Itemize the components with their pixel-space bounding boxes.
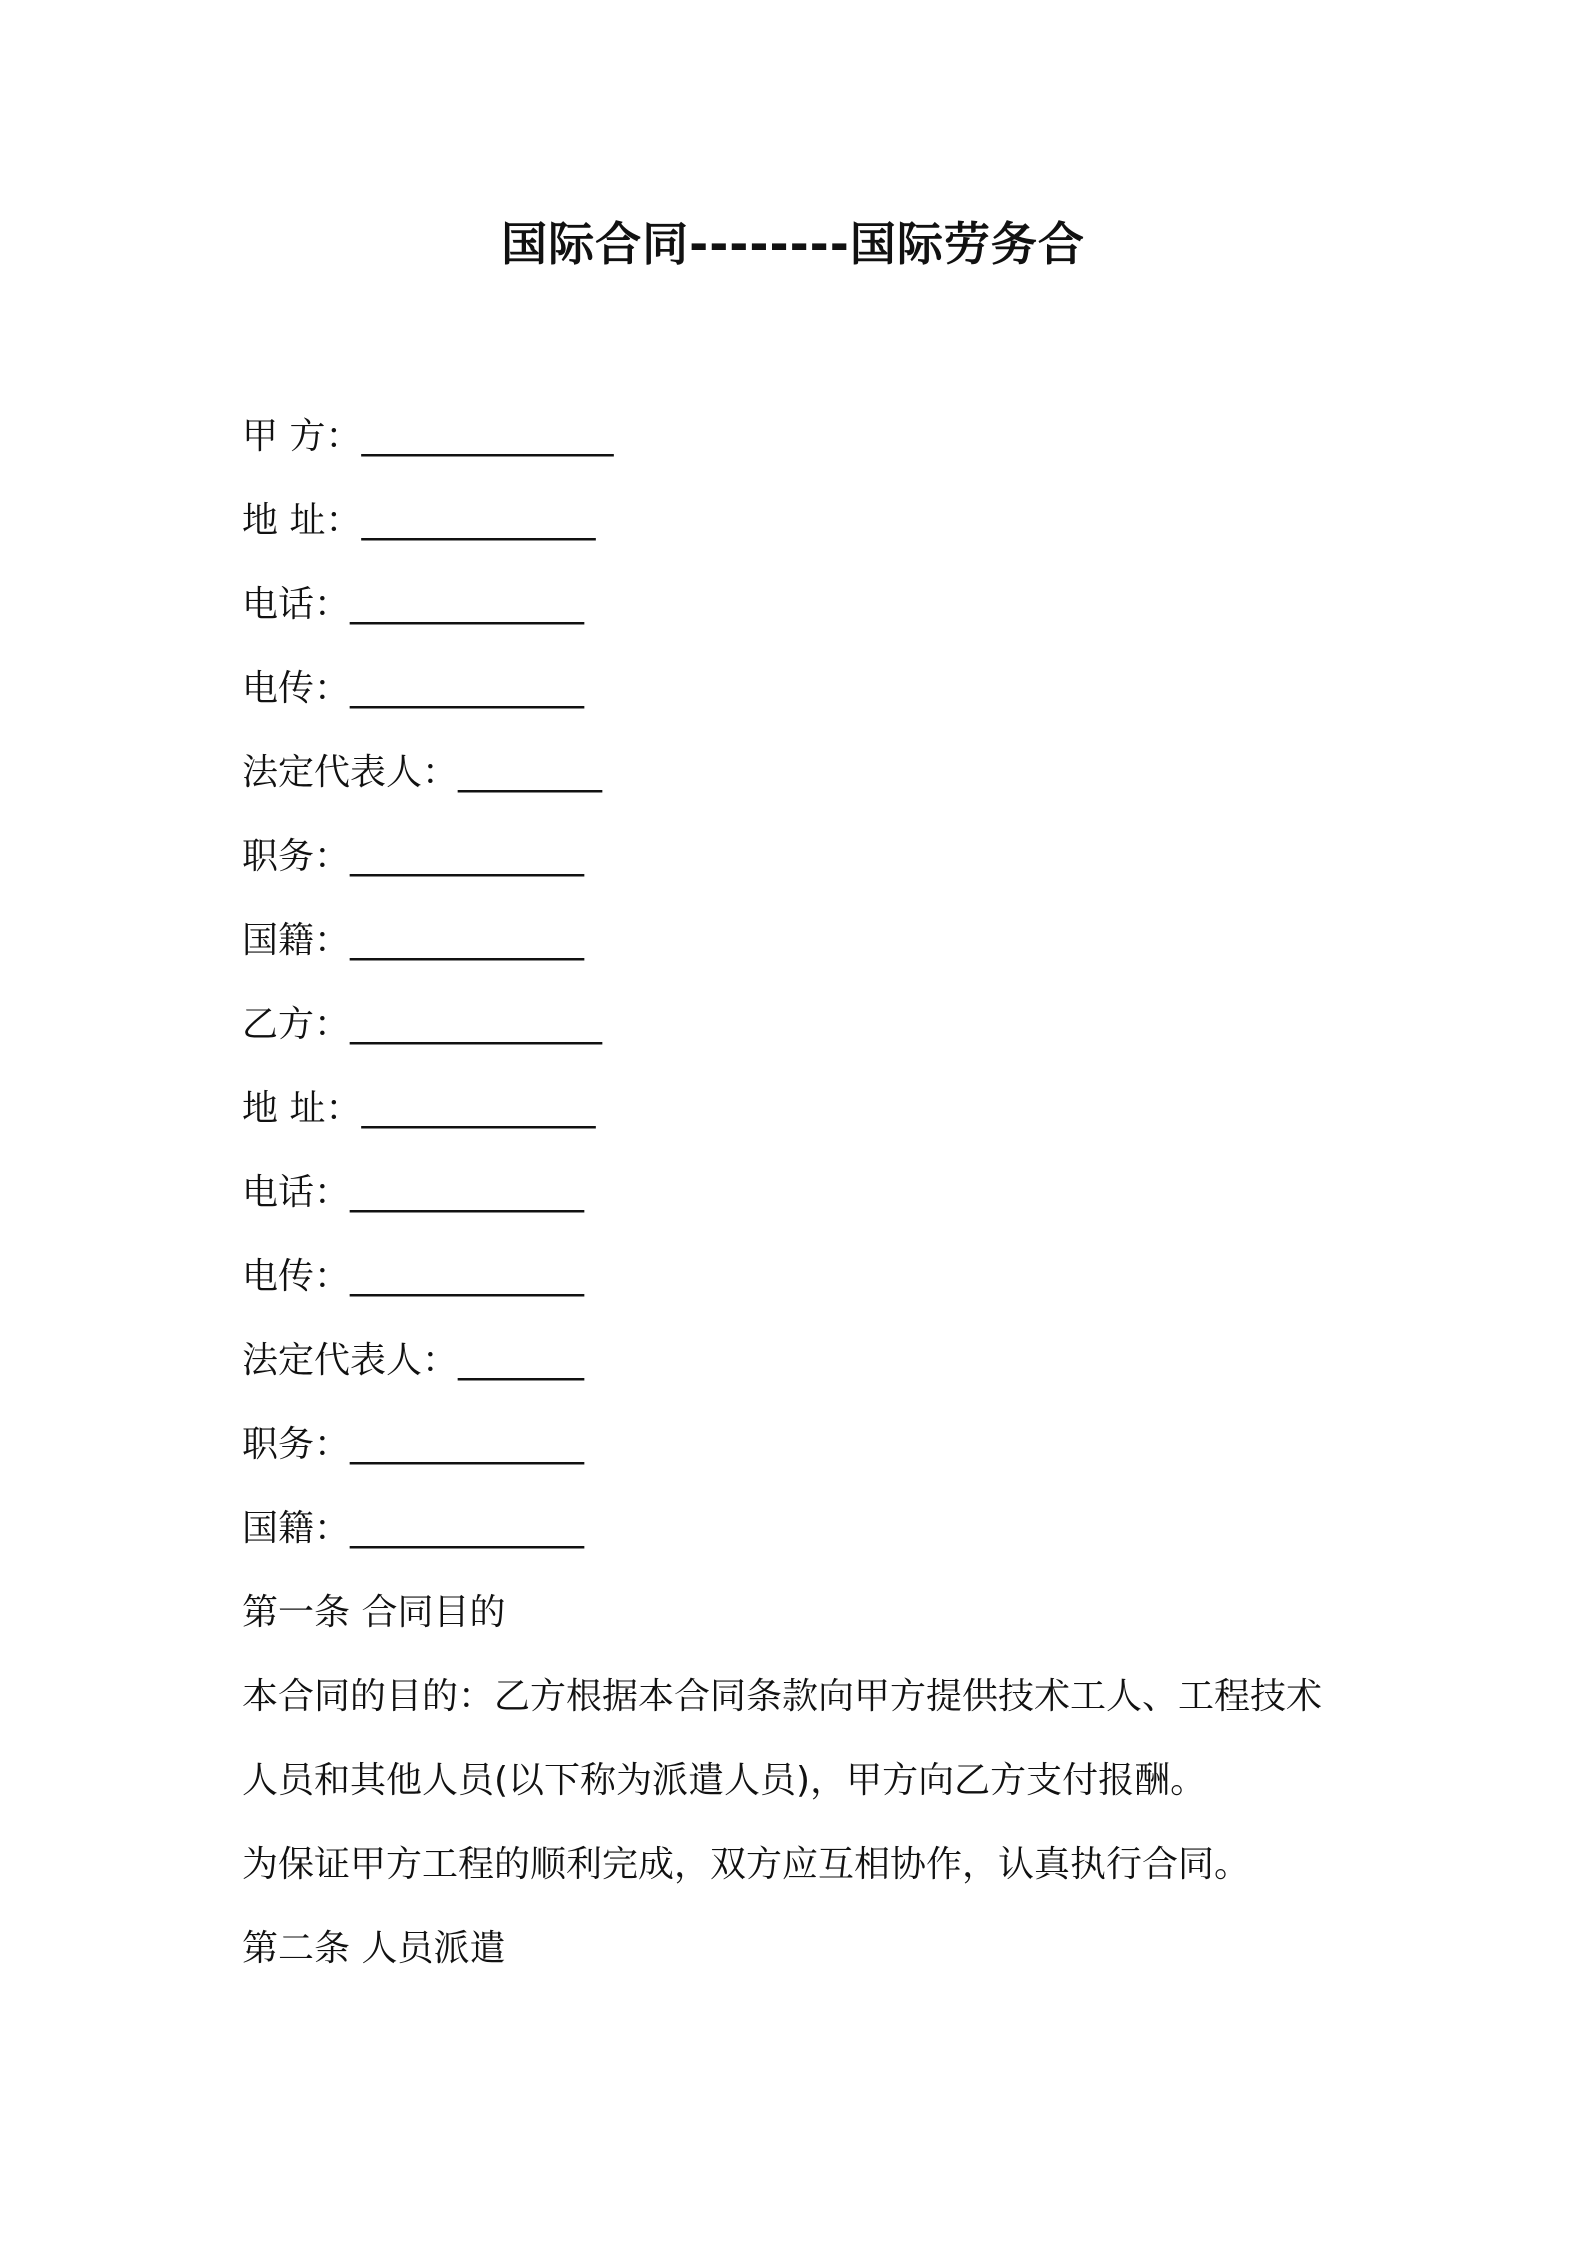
party-b-representative-line: 法定代表人：_______ [242, 1340, 585, 1381]
party-a-address-line: 地 址：_____________ [242, 500, 596, 541]
party-a-position-line: 职务：_____________ [242, 836, 585, 877]
party-a-representative-line: 法定代表人：________ [242, 752, 603, 793]
article-1-paragraph-1-line-2: 人员和其他人员(以下称为派遣人员)，甲方向乙方支付报酬。 [242, 1760, 1207, 1801]
document-title: 国际合同--------国际劳务合 [501, 217, 1085, 271]
party-b-position-line: 职务：_____________ [242, 1424, 585, 1465]
article-1-paragraph-2: 为保证甲方工程的顺利完成，双方应互相协作，认真执行合同。 [242, 1844, 1251, 1885]
party-b-address-line: 地 址：_____________ [242, 1088, 596, 1129]
party-a-nationality-line: 国籍：_____________ [242, 920, 585, 961]
party-b-fax-line: 电传：_____________ [242, 1256, 585, 1297]
article-1-heading: 第一条 合同目的 [242, 1592, 506, 1633]
party-b-nationality-line: 国籍：_____________ [242, 1508, 585, 1549]
party-a-phone-line: 电话：_____________ [242, 584, 585, 625]
party-a-fax-line: 电传：_____________ [242, 668, 585, 709]
article-2-heading: 第二条 人员派遣 [242, 1928, 506, 1969]
party-a-name-line: 甲 方：______________ [242, 416, 614, 457]
party-b-name-line: 乙方：______________ [242, 1004, 603, 1045]
party-b-phone-line: 电话：_____________ [242, 1172, 585, 1213]
article-1-paragraph-1-line-1: 本合同的目的：乙方根据本合同条款向甲方提供技术工人、工程技术 [242, 1676, 1323, 1717]
